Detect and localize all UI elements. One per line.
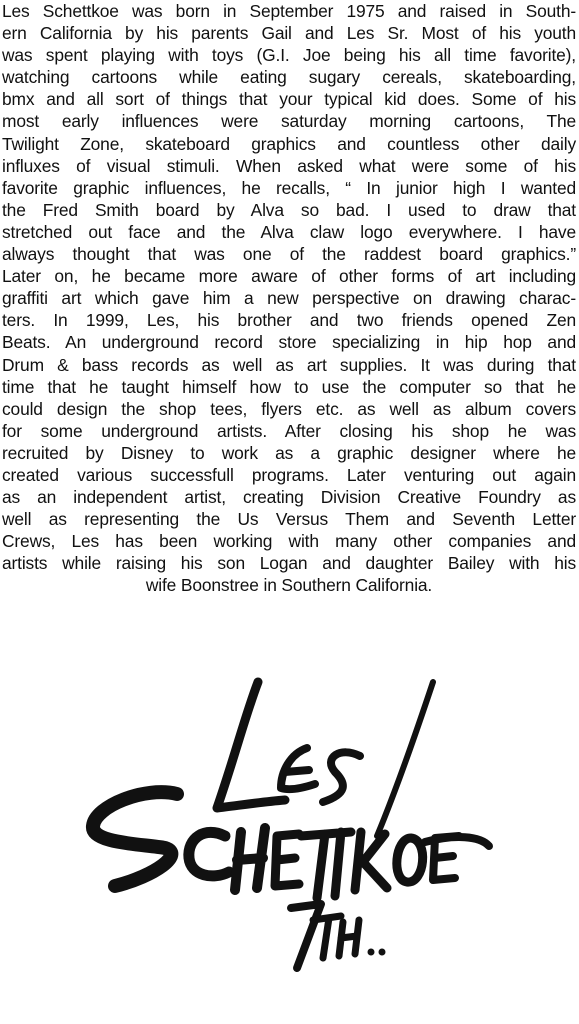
bio-line: artists while raising his son Logan and daughter Bailey with his <box>2 553 576 574</box>
bio-line: could design the shop tees, flyers etc. as well as album covers <box>2 398 576 419</box>
bio-line: graffiti art which gave him a new perspective on drawing charac- <box>2 288 576 309</box>
bio-line: Les Schettkoe was born in September 1975 and raised in South- <box>2 1 576 21</box>
biography-text <box>2 0 576 597</box>
bio-line: stretched out face and the Alva claw logo everywhere. I have <box>2 221 576 242</box>
bio-line: Drum & bass records as well as art supplies. It was during that <box>2 354 576 375</box>
bio-line: most early influences were saturday morning cartoons, The <box>2 111 576 132</box>
bio-line: favorite graphic influences, he recalls, “ In junior high I wanted <box>2 177 576 198</box>
bio-line-last: wife Boonstree in Southern California. <box>145 575 433 596</box>
bio-line: always thought that was one of the raddest board graphics.” <box>2 244 576 265</box>
bio-line: created various successfull programs. Later venturing out again <box>2 464 576 485</box>
bio-line: for some underground artists. After closing his shop he was <box>2 420 576 441</box>
bio-line: well as representing the Us Versus Them and Seventh Letter <box>2 509 576 530</box>
bio-line: recruited by Disney to work as a graphic designer where he <box>2 442 576 463</box>
bio-line: watching cartoons while eating sugary cereals, skateboarding, <box>2 67 576 88</box>
bio-line: influxes of visual stimuli. When asked what were some of his <box>2 155 576 176</box>
bio-line: Twilight Zone, skateboard graphics and countless other daily <box>2 133 576 154</box>
bio-line: bmx and all sort of things that your typical kid does. Some of his <box>2 89 576 110</box>
bio-line: as an independent artist, creating Division Creative Foundry as <box>2 487 576 508</box>
signature-graphic <box>85 676 495 976</box>
bio-line: ern California by his parents Gail and Les Sr. Most of his youth <box>2 23 576 44</box>
bio-line: ters. In 1999, Les, his brother and two friends opened Zen <box>2 310 576 331</box>
bio-line: Crews, Les has been working with many other companies and <box>2 531 576 552</box>
bio-line: Beats. An underground record store specializing in hip hop and <box>2 332 576 353</box>
bio-line: time that he taught himself how to use the computer so that he <box>2 376 576 397</box>
bio-line: was spent playing with toys (G.I. Joe being his all time favorite), <box>2 45 576 66</box>
bio-line: the Fred Smith board by Alva so bad. I used to draw that <box>2 199 576 220</box>
signature-logo <box>85 676 495 976</box>
bio-line: Later on, he became more aware of other forms of art including <box>2 266 576 287</box>
